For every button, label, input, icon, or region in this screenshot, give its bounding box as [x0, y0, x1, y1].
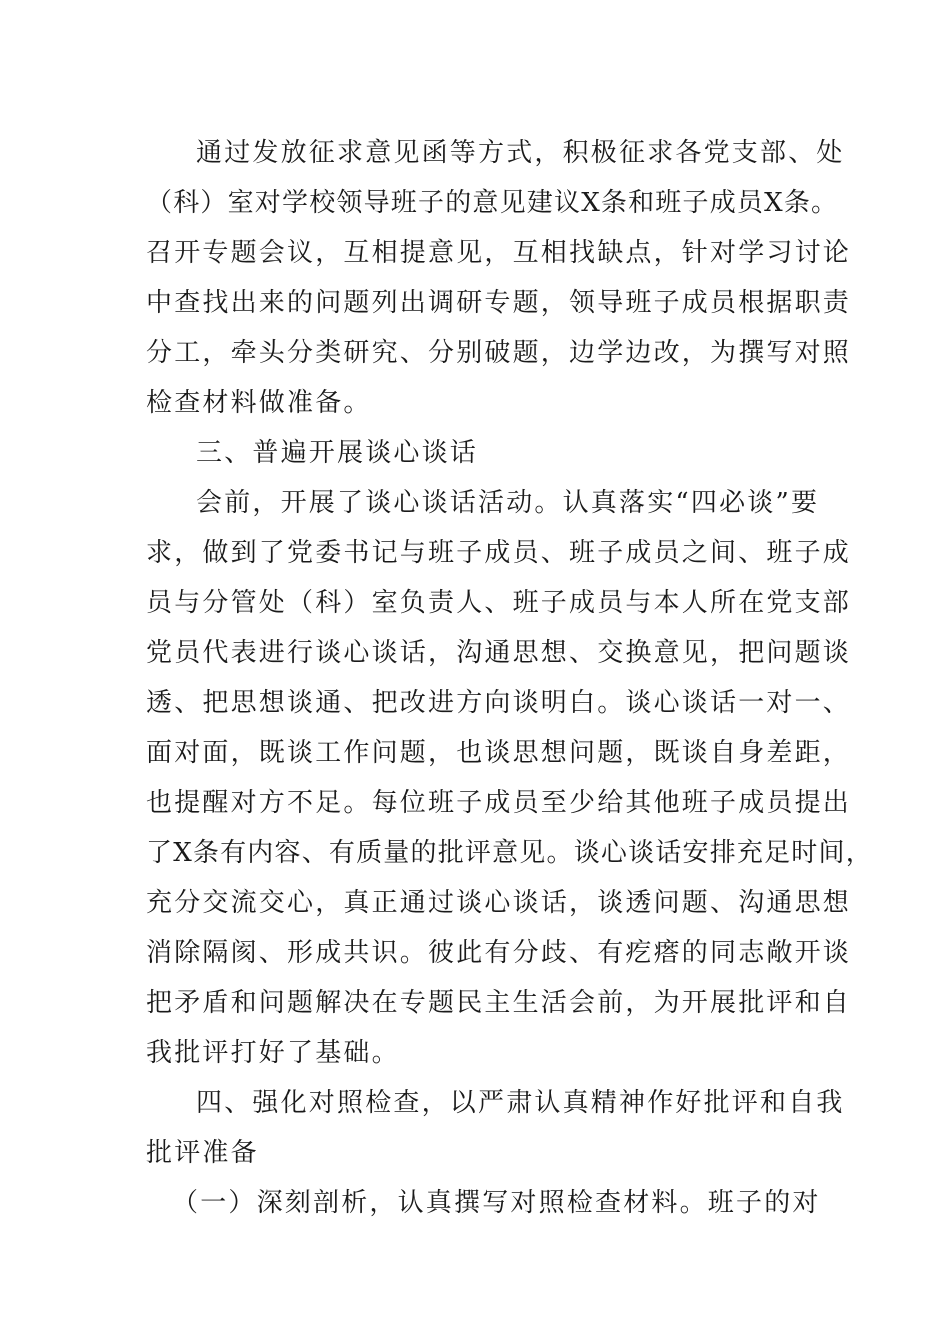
body-text-line: 充分交流交心，真正通过谈心谈话，谈透问题、沟通思想 [146, 888, 852, 918]
body-text-line: 我批评打好了基础。 [146, 1038, 400, 1068]
body-text-line: 通过发放征求意见函等方式，积极征求各党支部、处 [196, 138, 845, 168]
body-text-line: 分工，牵头分类研究、分别破题，边学边改，为撰写对照 [146, 338, 852, 368]
section-heading: 四、强化对照检查，以严肃认真精神作好批评和自我 [196, 1088, 845, 1118]
body-text-line: 检查材料做准备。 [146, 388, 372, 418]
body-text-line: 员与分管处（科）室负责人、班子成员与本人所在党支部 [146, 588, 852, 618]
body-text-line: 面对面，既谈工作问题，也谈思想问题，既谈自身差距， [146, 738, 852, 768]
body-text-line: 也提醒对方不足。每位班子成员至少给其他班子成员提出 [146, 788, 852, 818]
body-text-line: 会前，开展了谈心谈话活动。认真落实“四必谈”要 [196, 488, 820, 518]
section-heading-continued: 批评准备 [146, 1138, 259, 1168]
body-text-line: 中查找出来的问题列出调研专题，领导班子成员根据职责 [146, 288, 852, 318]
body-text-line: 透、把思想谈通、把改进方向谈明白。谈心谈话一对一、 [146, 688, 852, 718]
body-text-line: 党员代表进行谈心谈话，沟通思想、交换意见，把问题谈 [146, 638, 852, 668]
body-text-line: （科）室对学校领导班子的意见建议X条和班子成员X条。 [146, 188, 839, 218]
body-text-line: 召开专题会议，互相提意见，互相找缺点，针对学习讨论 [146, 238, 852, 268]
subsection-line: （一）深刻剖析，认真撰写对照检查材料。班子的对 [172, 1188, 821, 1218]
body-text-line: 了X条有内容、有质量的批评意见。谈心谈话安排充足时间， [146, 838, 873, 868]
section-heading: 三、普遍开展谈心谈话 [196, 438, 479, 468]
body-text-line: 求，做到了党委书记与班子成员、班子成员之间、班子成 [146, 538, 852, 568]
body-text-line: 把矛盾和问题解决在专题民主生活会前，为开展批评和自 [146, 988, 852, 1018]
body-text-line: 消除隔阂、形成共识。彼此有分歧、有疙瘩的同志敞开谈 [146, 938, 852, 968]
